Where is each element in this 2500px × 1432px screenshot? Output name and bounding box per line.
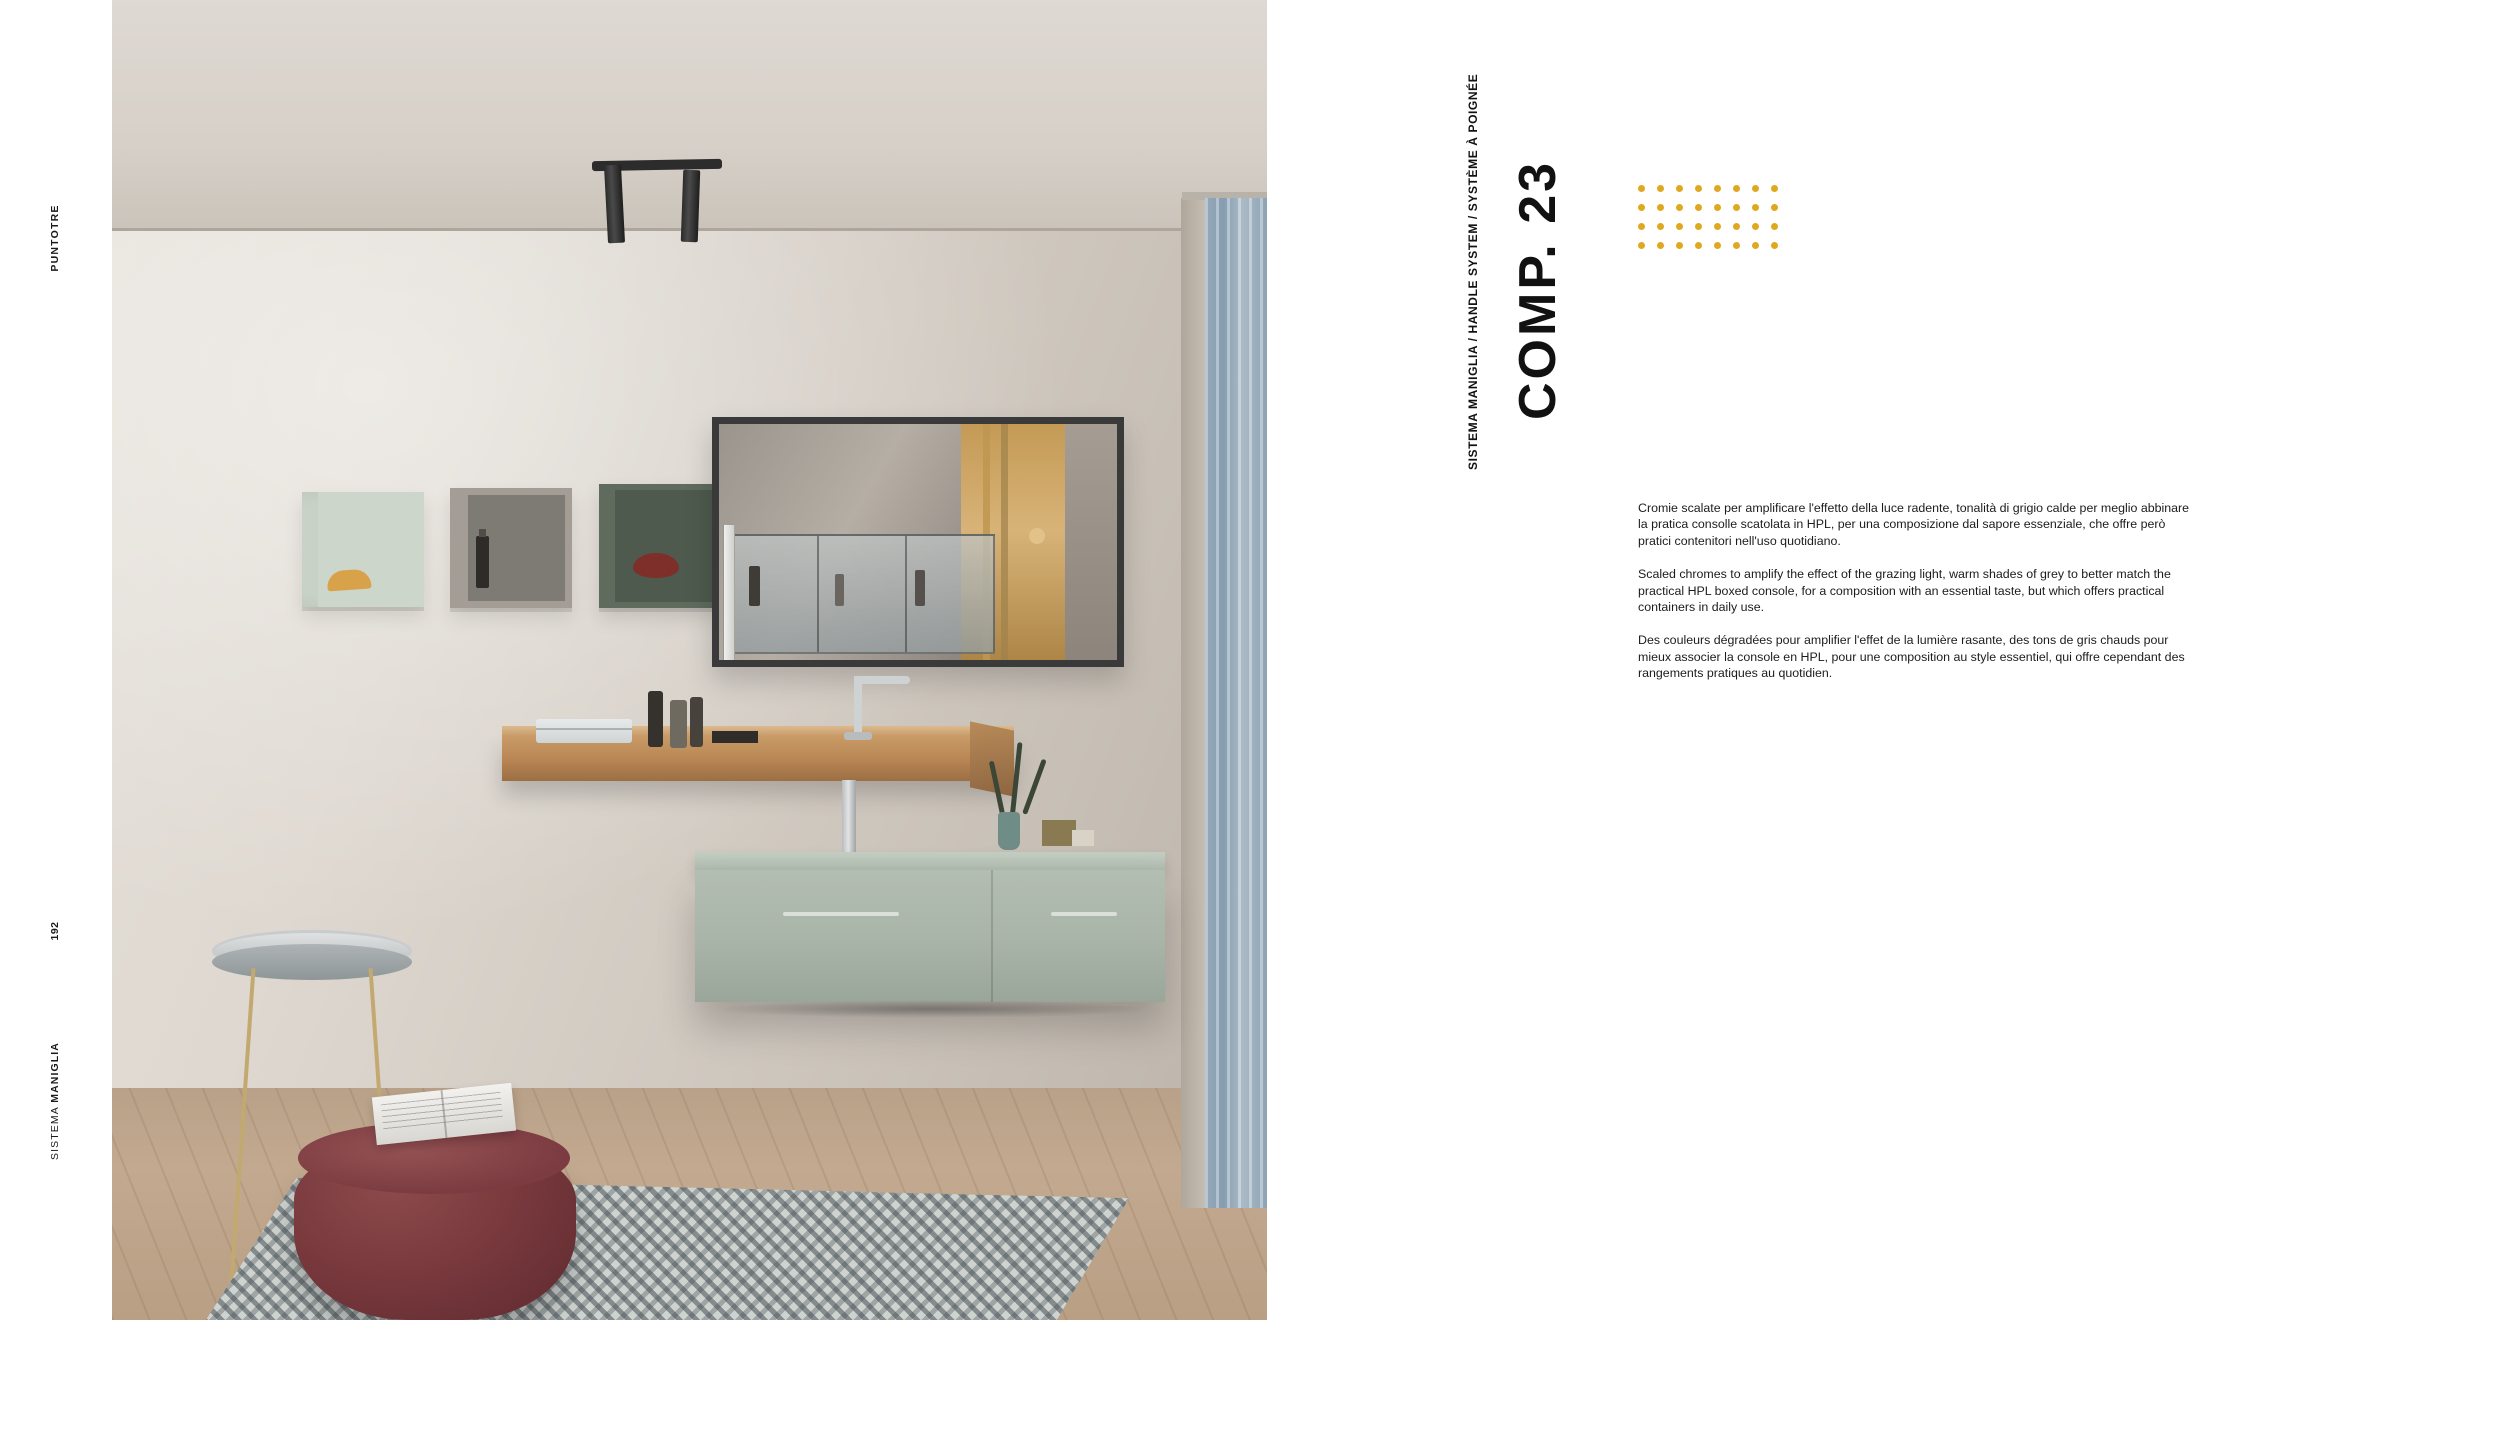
decorative-dot	[1657, 204, 1664, 211]
decorative-dot	[1752, 204, 1759, 211]
decorative-dot	[1657, 223, 1664, 230]
description-block	[1638, 500, 2198, 681]
plant-vase	[998, 812, 1020, 850]
decorative-dot	[1676, 223, 1683, 230]
decorative-dot	[1676, 185, 1683, 192]
decorative-dot	[1657, 185, 1664, 192]
decor-bottle-dark	[476, 536, 489, 588]
system-label-bold: MANIGLIA	[49, 1042, 61, 1103]
decorative-dot	[1752, 185, 1759, 192]
drawer-handle	[1051, 912, 1117, 916]
window-curtain	[1205, 198, 1267, 1208]
decorative-dot	[1676, 242, 1683, 249]
page-title: COMP. 23	[1509, 159, 1567, 420]
text-column	[1430, 0, 2500, 1432]
decorative-dot	[1638, 223, 1645, 230]
shelf-bottle	[670, 700, 687, 748]
wall-mirror	[712, 417, 1124, 667]
counter-soap	[1072, 830, 1094, 846]
shelf-bottle	[690, 697, 703, 747]
decorative-dot	[1695, 204, 1702, 211]
system-label	[49, 1042, 61, 1160]
vanity-unit	[695, 870, 1165, 1002]
decorative-dot	[1714, 204, 1721, 211]
decorative-dot	[1752, 223, 1759, 230]
interior-photo	[112, 0, 1267, 1320]
paragraph-en: Scaled chromes to amplify the effect of the grazing light, warm shades of grey to better match the practical HPL boxed console, for a composition with an essential taste, but which offers practical containers in daily use.	[1638, 567, 2171, 614]
decorative-dot	[1771, 204, 1778, 211]
faucet-arm	[854, 676, 910, 684]
shelf-bottle	[648, 691, 663, 747]
faucet-base	[844, 732, 872, 740]
shelf-tray	[712, 731, 758, 743]
decorative-dot	[1733, 204, 1740, 211]
decor-object-red	[633, 553, 679, 578]
left-rail	[0, 0, 110, 1432]
faucet-spout	[854, 676, 862, 738]
section-kicker: SISTEMA MANIGLIA / HANDLE SYSTEM / SYSTÈME À POIGNÉE	[1466, 73, 1480, 470]
decorative-dot	[1695, 185, 1702, 192]
decorative-dot	[1638, 242, 1645, 249]
decorative-dot	[1733, 242, 1740, 249]
system-label-prefix: SISTEMA	[49, 1106, 61, 1160]
side-table-rim	[212, 944, 412, 980]
decorative-dot	[1771, 223, 1778, 230]
decorative-dot	[1771, 242, 1778, 249]
decorative-dot	[1714, 223, 1721, 230]
paragraph-fr: Des couleurs dégradées pour amplifier l'effet de la lumière rasante, des tons de gris chauds pour mieux associer la console en HPL, pour une composition au style essentiel, qui offre cependant des rangements pratiques au quotidien.	[1638, 633, 2185, 680]
paragraph-it: Cromie scalate per amplificare l'effetto della luce radente, tonalità di grigio calde per meglio abbinare la pratica consolle scatolata in HPL, per una composizione dal sapore essenziale, che offre però pratici contenitori nell'uso quotidiano.	[1638, 501, 2190, 548]
decorative-dot	[1733, 223, 1740, 230]
counter-box	[1042, 820, 1076, 846]
spotlight-icon	[681, 170, 701, 243]
decorative-dot	[1714, 185, 1721, 192]
photo-scene	[112, 0, 1267, 1320]
dot-grid-decoration	[1638, 185, 1838, 261]
decorative-dot	[1695, 242, 1702, 249]
decorative-dot	[1771, 185, 1778, 192]
decorative-dot	[1638, 185, 1645, 192]
folded-towels	[536, 719, 632, 743]
page-number: 192	[49, 921, 61, 941]
decorative-dot	[1657, 242, 1664, 249]
decorative-dot	[1752, 242, 1759, 249]
decorative-dot	[1733, 185, 1740, 192]
wall-box-light	[302, 492, 424, 607]
decorative-dot	[1676, 204, 1683, 211]
wall-right-panel	[1181, 198, 1205, 1208]
decorative-dot	[1695, 223, 1702, 230]
wall-box-grey	[450, 488, 572, 608]
decorative-dot	[1714, 242, 1721, 249]
drawer-handle	[783, 912, 899, 916]
wall-box-green	[599, 484, 721, 608]
brand-label: PUNTOTRE	[49, 204, 61, 272]
basin-drain-column	[842, 780, 856, 858]
decorative-dot	[1638, 204, 1645, 211]
